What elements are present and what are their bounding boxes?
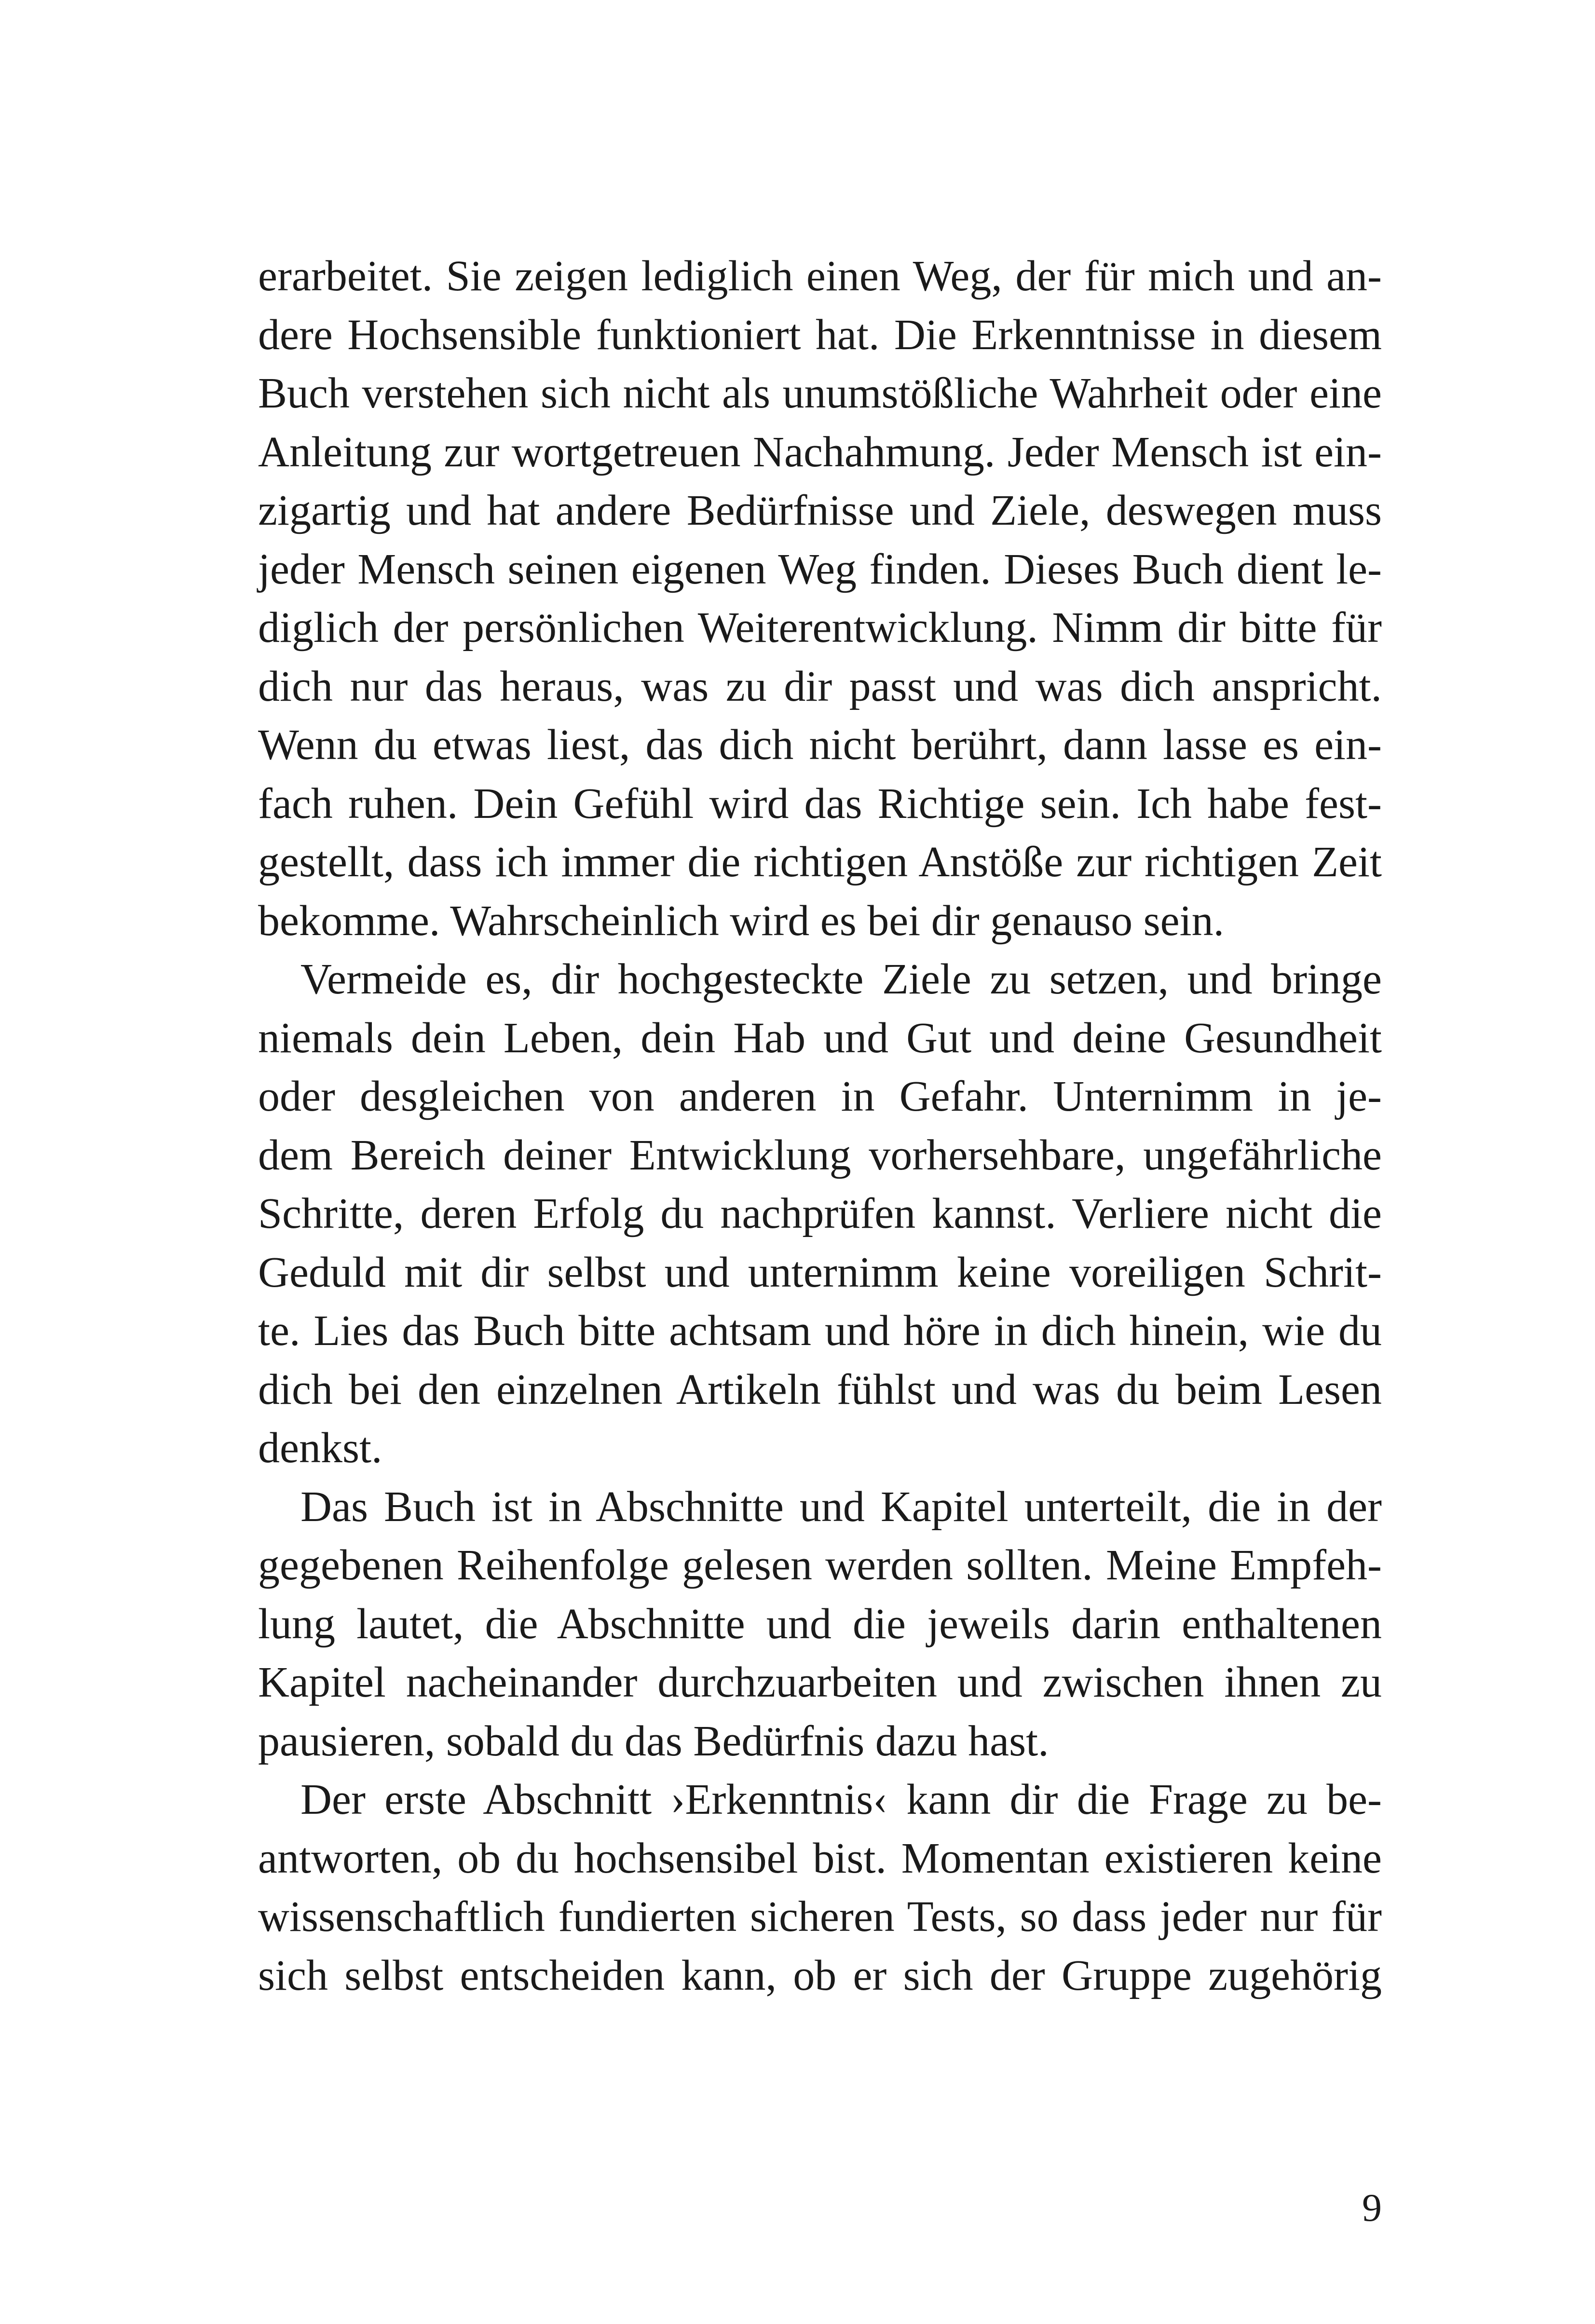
text-line: dere Hochsensible funktioniert hat. Die Erkenntnisse in diesem <box>258 311 1382 359</box>
text-line: bekomme. Wahrscheinlich wird es bei dir genauso sein. <box>258 897 1225 945</box>
text-line: fach ruhen. Dein Gefühl wird das Richtige sein. Ich habe fest- <box>258 779 1382 828</box>
text-line: zigartig und hat andere Bedürfnisse und Ziele, deswegen muss <box>258 487 1382 534</box>
text-line: erarbeitet. Sie zeigen lediglich einen Weg, der für mich und an- <box>258 252 1382 300</box>
body-text <box>258 247 1382 2005</box>
text-line: dich bei den einzelnen Artikeln fühlst und was du beim Lesen <box>258 1365 1382 1413</box>
text-line: lung lautet, die Abschnitte und die jeweils darin enthaltenen <box>258 1600 1382 1648</box>
text-line: gestellt, dass ich immer die richtigen Anstöße zur richtigen Zeit <box>258 838 1382 886</box>
text-line: wissenschaftlich fundierten sicheren Tests, so dass jeder nur für <box>258 1893 1382 1941</box>
text-line: diglich der persönlichen Weiterentwicklung. Nimm dir bitte für <box>258 604 1382 652</box>
page-number: 9 <box>1362 2186 1382 2229</box>
text-line: jeder Mensch seinen eigenen Weg finden. Dieses Buch dient le- <box>258 545 1382 593</box>
text-line: Geduld mit dir selbst und unternimm keine voreiligen Schrit- <box>258 1248 1382 1296</box>
text-line: dem Bereich deiner Entwicklung vorhersehbare, ungefährliche <box>258 1131 1382 1179</box>
text-line: Kapitel nacheinander durchzuarbeiten und zwischen ihnen zu <box>258 1658 1382 1706</box>
text-line: Buch verstehen sich nicht als unumstößliche Wahrheit oder eine <box>258 369 1382 417</box>
text-line: gegebenen Reihenfolge gelesen werden sollten. Meine Empfeh- <box>258 1541 1382 1589</box>
text-line: Anleitung zur wortgetreuen Nachahmung. Jeder Mensch ist ein- <box>258 428 1382 476</box>
text-line: niemals dein Leben, dein Hab und Gut und deine Gesundheit <box>258 1014 1382 1062</box>
text-line: antworten, ob du hochsensibel bist. Momentan existieren keine <box>258 1834 1382 1882</box>
text-line: Vermeide es, dir hochgesteckte Ziele zu setzen, und bringe <box>300 955 1382 1003</box>
text-line: Das Buch ist in Abschnitte und Kapitel unterteilt, die in der <box>300 1482 1382 1531</box>
text-line: denkst. <box>258 1424 382 1472</box>
text-line: sich selbst entscheiden kann, ob er sich der Gruppe zugehörig <box>258 1951 1382 1999</box>
text-line: oder desgleichen von anderen in Gefahr. Unternimm in je- <box>258 1073 1382 1120</box>
text-line: Wenn du etwas liest, das dich nicht berührt, dann lasse es ein- <box>258 721 1382 769</box>
text-line: Schritte, deren Erfolg du nachprüfen kannst. Verliere nicht die <box>258 1190 1382 1237</box>
text-line: te. Lies das Buch bitte achtsam und höre in dich hinein, wie du <box>258 1307 1382 1355</box>
text-line: pausieren, sobald du das Bedürfnis dazu hast. <box>258 1717 1049 1765</box>
text-line: dich nur das heraus, was zu dir passt und was dich anspricht. <box>258 662 1382 710</box>
text-line: Der erste Abschnitt ›Erkenntnis‹ kann dir die Frage zu be- <box>300 1776 1382 1823</box>
